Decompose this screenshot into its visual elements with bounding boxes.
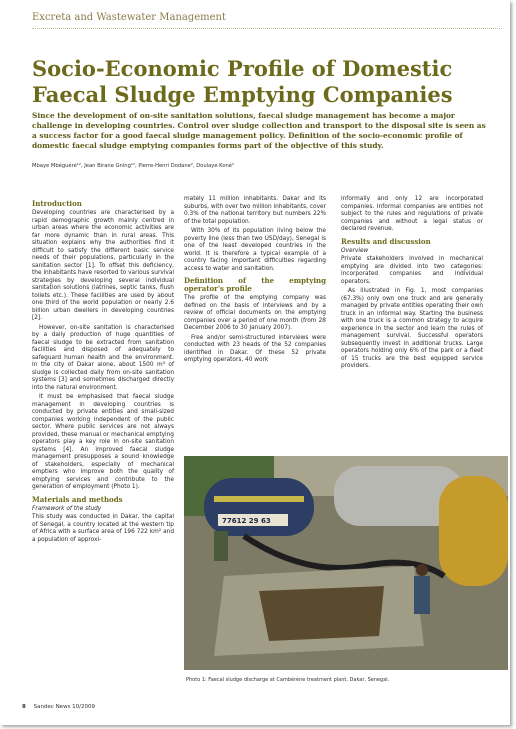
tanker-truck-left: [204, 478, 314, 536]
column-1: [32, 196, 174, 546]
section-label: Excreta and Wastewater Management: [32, 12, 227, 23]
photo-sludge-discharge: [184, 456, 508, 670]
article-lead: Since the development of on-site sanitation solutions, faecal sludge management has become a major challenge in developing countries. Control over sludge collection and transport to the disposal site is seen as a success factor for a good faecal sludge management policy. Definition of the socio-economic profile of domestic faecal sludge emptying companies forms part of the objective of this study.: [32, 111, 486, 150]
page-footer: [22, 704, 95, 710]
heading-definition: Definition of the emptying operator's profile: [184, 276, 326, 293]
paragraph: mately 11 million inhabitants. Dakar and its suburbs, with over two million inhabitants, cover 0.3% of the national territory but numbers 22% of the total population.: [184, 196, 326, 225]
paragraph: This study was conducted in Dakar, the capital of Senegal, a country located at the western tip of Africa with a surface area of 196 722 km² and a population of approxi-: [32, 514, 174, 543]
heading-introduction: Introduction: [32, 199, 82, 208]
article-title: Socio-Economic Profile of Domestic Faecal Sludge Emptying Companies: [32, 56, 453, 107]
subheading-overview: Overview: [341, 247, 369, 254]
paragraph: Private stakeholders involved in mechanical emptying are divided into two categories: incorporated companies and individual operators.: [341, 256, 483, 285]
paragraph: However, on-site sanitation is characterised by a daily production of huge quantities of faecal sludge to be extracted from sanitation facilities and disposed of adequately to safeguard human health and the environment. In the city of Dakar alone, about 1500 m³ of sludge is collected daily from on-site sanitation systems [3] and sometimes discharged directly into the natural environment.: [32, 324, 174, 391]
paragraph: It must be emphasised that faecal sludge management in developing countries is conducted by private entities and small-sized companies working independent of the public sector. Where public services are not always provided, these manual or mechanical emptying operators play a key role in on-site sanitation systems [4]. An improved faecal sludge management presupposes a sound knowledge of stakeholders, especially of mechanical emptiers who improve both the quality of emptying services and contribute to the generation of employment (Photo 1).: [32, 394, 174, 490]
page-number: 8: [22, 704, 26, 710]
top-rule: [32, 28, 502, 29]
column-2: [184, 196, 326, 367]
paragraph: Free and/or semi-structured interviews were conducted with 23 heads of the 52 companies identified in Dakar. Of these 52 private emptying operators, 40 work: [184, 334, 326, 363]
paragraph: With 30% of its population living below the poverty line (less than two USD/day), Senegal is one of the least developed countries in the world. It is therefore a typical example of a country facing important difficulties regarding access to water and sanitation.: [184, 228, 326, 272]
paragraph: informally and only 12 are incorporated companies. Informal companies are entities not subject to the rules and regulations of private companies and without a legal status or declared revenue.: [341, 196, 483, 232]
paragraph: Developing countries are characterised by a rapid demographic growth mainly centred in urban areas where the economic activities are far more dynamic than in rural areas. This situation explains why the authorities find it difficult to satisfy the different basic service needs of their populations, particularly in the sanitation sector [1]. To offset this deficiency, the inhabitants have resorted to various survival strategies by developing several individual sanitation solutions (latrines, septic tanks, flush toilets etc.). These facilities are used by about one third of the world population or nearly 2.6 billion urban dwellers in developing countries [2].: [32, 210, 174, 321]
issue-label: Sandec News 10/2009: [33, 704, 96, 710]
paragraph: The profile of the emptying company was defined on the basis of interviews and by a review of official documents on the emptying companies over a period of one month (from 28 December 2006 to 30 January 2007).: [184, 295, 326, 331]
heading-results: Results and discussion: [341, 236, 431, 246]
worker: [414, 576, 430, 614]
heading-methods: Materials and methods: [32, 494, 123, 504]
tanker-truck-right: [439, 476, 508, 586]
paragraph: As illustrated in Fig. 1, most companies (67.3%) only own one truck and are generally managed by private entities operating their own truck in an informal way. Starting the business with one truck is a common strategy to acquire experience in the sector and learn the rules of management survival. Successful operators subsequently invest in additional trucks. Large operators holding only 6% of the park or a fleet of 15 trucks are the best equipped service providers.: [341, 288, 483, 369]
photo-illustration: [184, 456, 508, 670]
photo-caption: Photo 1: Faecal sludge discharge at Cambérène treatment plant, Dakar, Senegal.: [186, 677, 390, 683]
subheading-framework: Framework of the study: [32, 505, 102, 512]
truck-plate: 77612 29 63: [222, 517, 271, 525]
column-3: [341, 196, 483, 373]
article-authors: Mbaye Mbéguéré¹², Jean Birane Gning¹², Pierre-Henri Dodane², Doulaye Koné²: [32, 163, 235, 169]
